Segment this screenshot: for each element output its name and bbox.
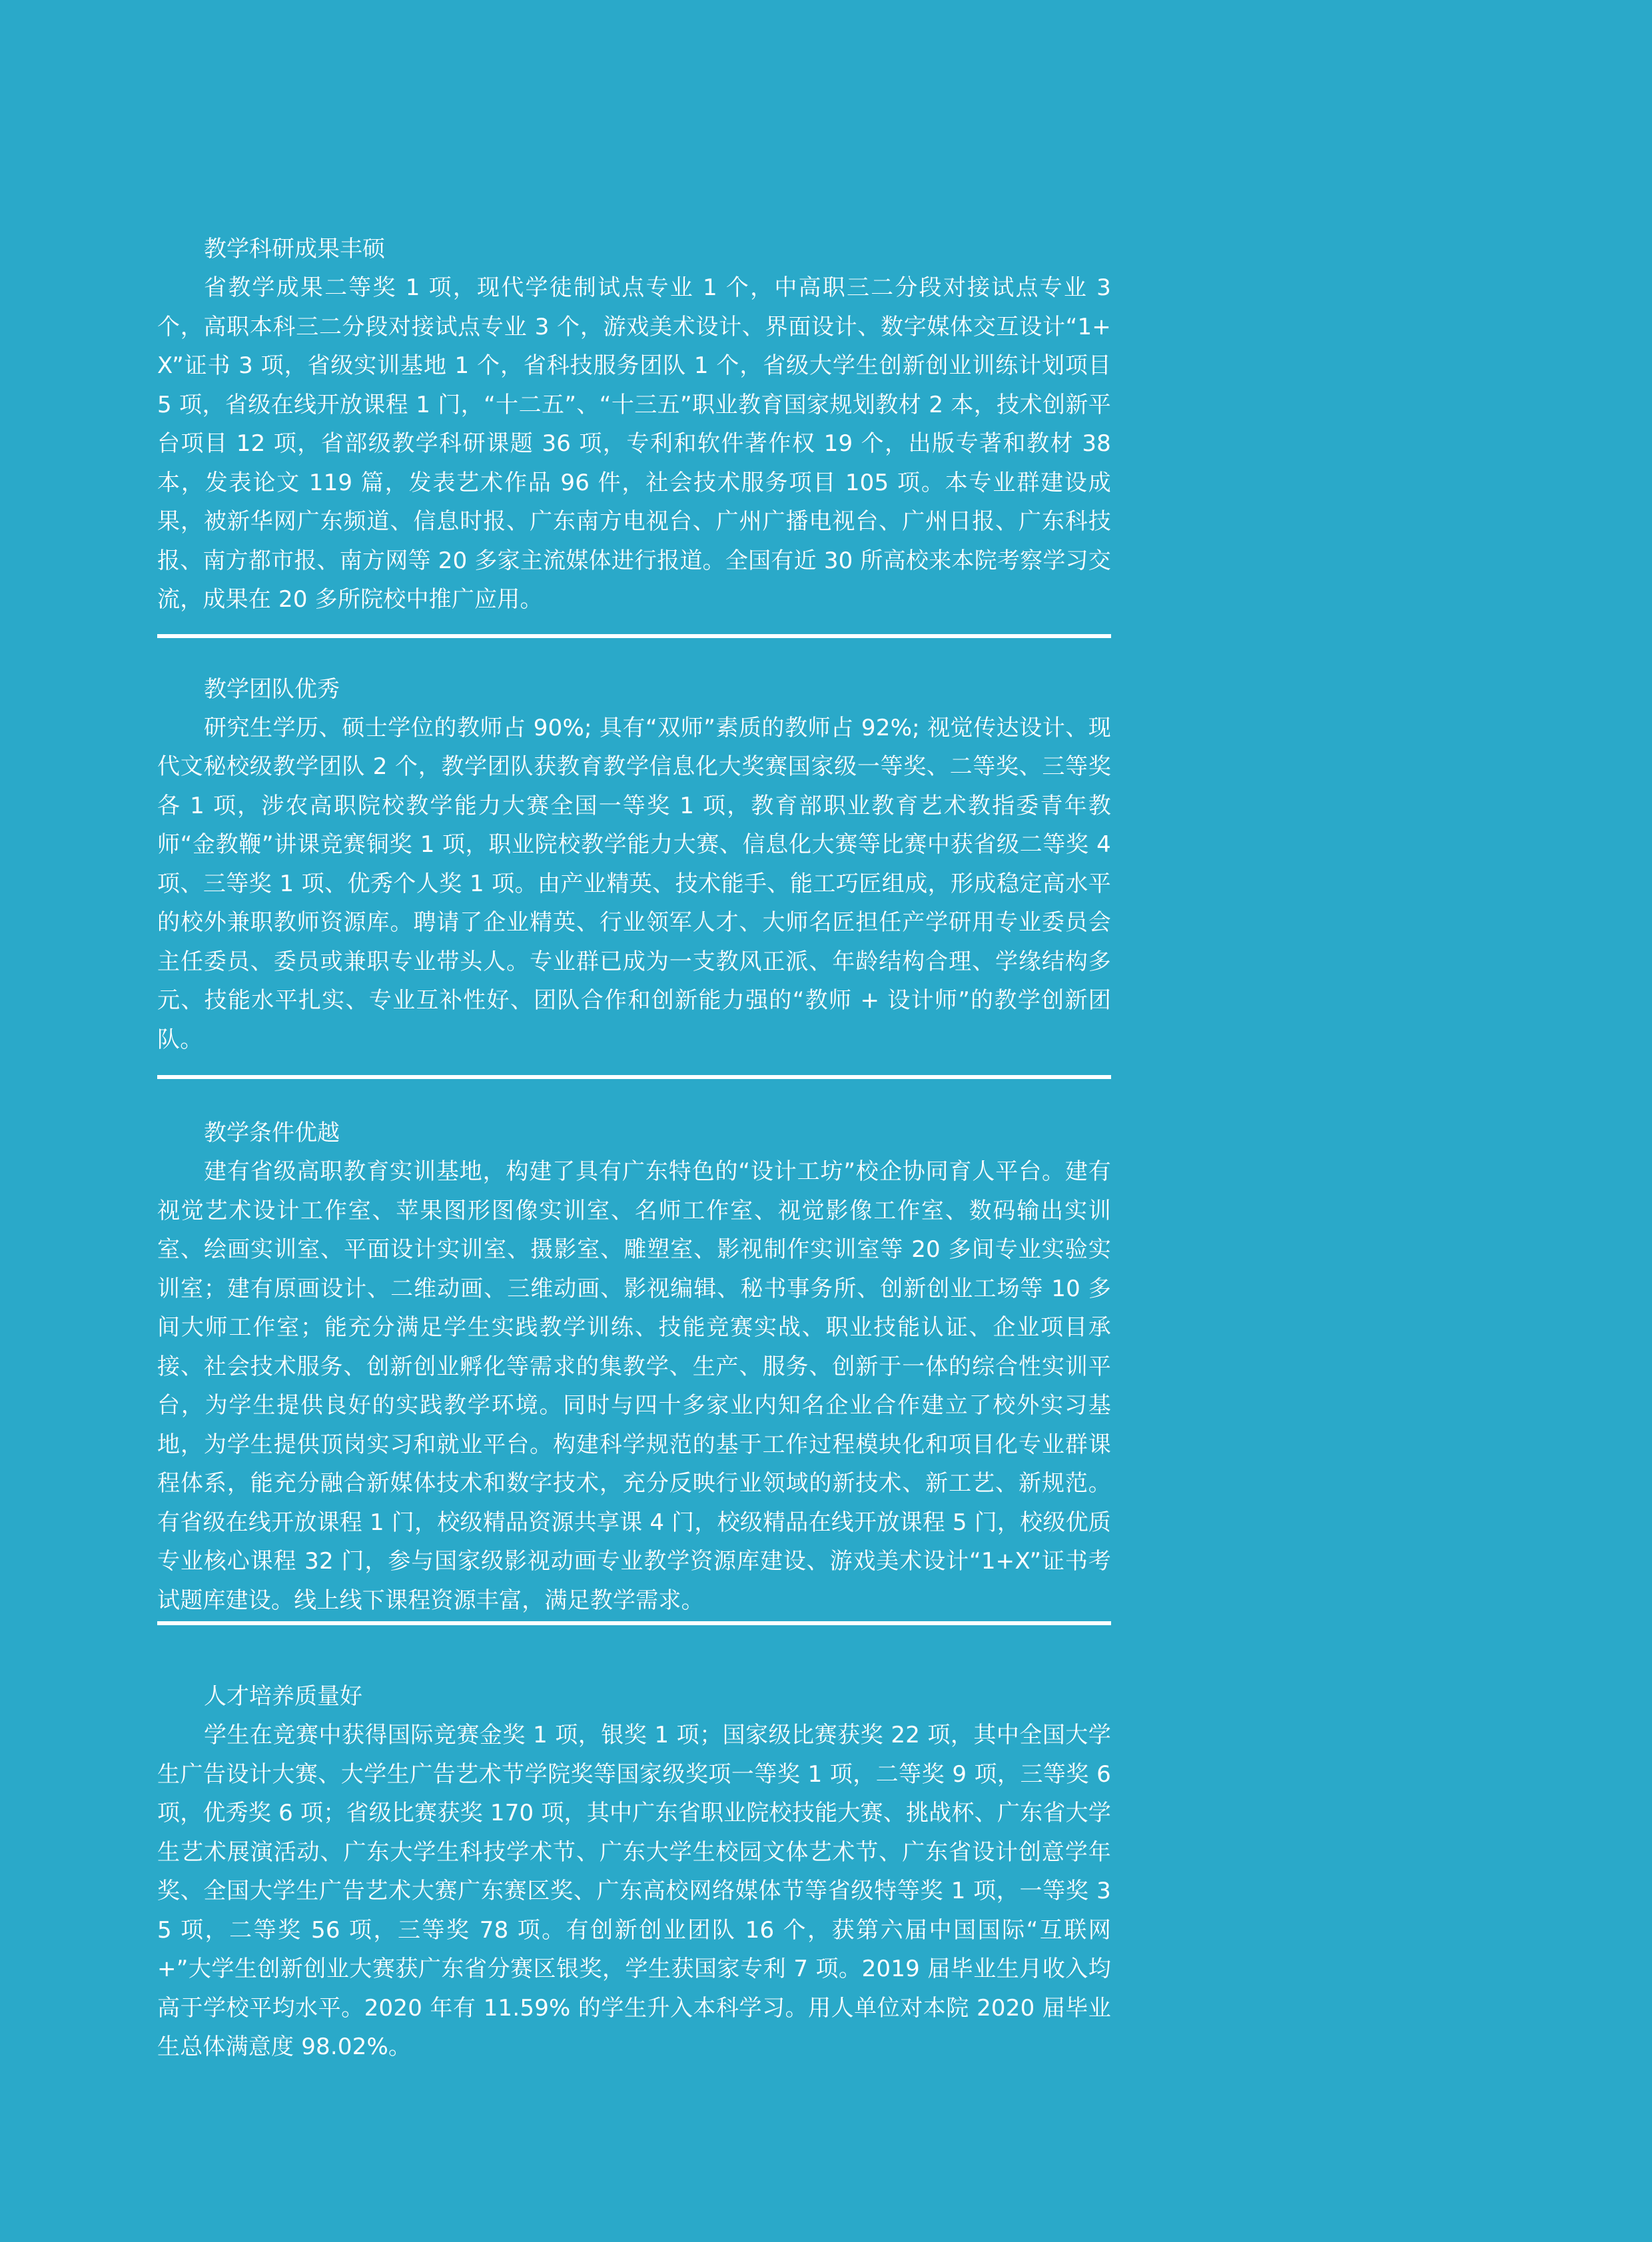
section-divider [157,1075,1111,1079]
section-talent-cultivation [157,1677,1111,2067]
section-research-achievements [157,230,1111,619]
section-body: 学生在竞赛中获得国际竞赛金奖 1 项，银奖 1 项；国家级比赛获奖 22 项，其中全国大学生广告设计大赛、大学生广告艺术节学院奖等国家级奖项一等奖 1 项，二等奖 9 项，三等奖 6 项，优秀奖 6 项；省级比赛获奖 170 项，其中广东省职业院校技能大赛、挑战杯、广东省大学生艺术展演活动、广东大学生科技学术节、广东大学生校园文体艺术节、广东省设计创意学年奖、全国大学生广告艺术大赛广东赛区奖、广东高校网络媒体节等省级特等奖 1 项，一等奖 35 项，二等奖 56 项，三等奖 78 项。有创新创业团队 16 个，获第六届中国国际“互联网 +”大学生创新创业大赛获广东省分赛区银奖，学生获国家专利 7 项。2019 届毕业生月收入均高于学校平均水平。2020 年有 11.59% 的学生升入本科学习。用人单位对本院 2020 届毕业生总体满意度 98.02%。 [157,1722,1111,2060]
section-title: 教学团队优秀 [204,675,340,703]
section-title: 教学科研成果丰硕 [204,236,385,262]
section-divider [157,1621,1111,1625]
section-title: 教学条件优越 [204,1120,340,1146]
section-title: 人才培养质量好 [204,1683,362,1710]
section-body: 建有省级高职教育实训基地，构建了具有广东特色的“设计工坊”校企协同育人平台。建有视觉艺术设计工作室、苹果图形图像实训室、名师工作室、视觉影像工作室、数码输出实训室、绘画实训室、平面设计实训室、摄影室、雕塑室、影视制作实训室等 20 多间专业实验实训室；建有原画设计、二维动画、三维动画、影视编辑、秘书事务所、创新创业工场等 10 多间大师工作室；能充分满足学生实践教学训练、技能竞赛实战、职业技能认证、企业项目承接、社会技术服务、创新创业孵化等需求的集教学、生产、服务、创新于一体的综合性实训平台，为学生提供良好的实践教学环境。同时与四十多家业内知名企业合作建立了校外实习基地，为学生提供顶岗实习和就业平台。构建科学规范的基于工作过程模块化和项目化专业群课程体系，能充分融合新媒体技术和数字技术，充分反映行业领域的新技术、新工艺、新规范。有省级在线开放课程 1 门，校级精品资源共享课 4 门，校级精品在线开放课程 5 门，校级优质专业核心课程 32 门，参与国家级影视动画专业教学资源库建设、游戏美术设计“1+X”证书考试题库建设。线上线下课程资源丰富，满足教学需求。 [157,1158,1111,1614]
section-body: 研究生学历、硕士学位的教师占 90%; 具有“双师”素质的教师占 92%; 视觉传达设计、现代文秘校级教学团队 2 个，教学团队获教育教学信息化大奖赛国家级一等奖、二等奖、三等奖各 1 项，涉农高职院校教学能力大赛全国一等奖 1 项，教育部职业教育艺术教指委青年教师“金教鞭”讲课竞赛铜奖 1 项，职业院校教学能力大赛、信息化大赛等比赛中获省级二等奖 4 项、三等奖 1 项、优秀个人奖 1 项。由产业精英、技术能手、能工巧匠组成，形成稳定高水平的校外兼职教师资源库。聘请了企业精英、行业领军人才、大师名匠担任产学研用专业委员会主任委员、委员或兼职专业带头人。专业群已成为一支教风正派、年龄结构合理、学缘结构多元、技能水平扎实、专业互补性好、团队合作和创新能力强的“教师 + 设计师”的教学创新团队。 [157,714,1111,1053]
section-teaching-conditions [157,1114,1111,1620]
document-content [157,230,1111,2067]
section-divider [157,634,1111,638]
section-teaching-team [157,670,1111,1060]
section-body: 省教学成果二等奖 1 项，现代学徒制试点专业 1 个，中高职三二分段对接试点专业 3 个，高职本科三二分段对接试点专业 3 个，游戏美术设计、界面设计、数字媒体交互设计“1+X”证书 3 项，省级实训基地 1 个，省科技服务团队 1 个，省级大学生创新创业训练计划项目 5 项，省级在线开放课程 1 门，“十二五”、“十三五”职业教育国家规划教材 2 本，技术创新平台项目 12 项，省部级教学科研课题 36 项，专利和软件著作权 19 个，出版专著和教材 38 本，发表论文 119 篇，发表艺术作品 96 件，社会技术服务项目 105 项。本专业群建设成果，被新华网广东频道、信息时报、广东南方电视台、广州广播电视台、广州日报、广东科技报、南方都市报、南方网等 20 多家主流媒体进行报道。全国有近 30 所高校来本院考察学习交流，成果在 20 多所院校中推广应用。 [157,274,1111,613]
